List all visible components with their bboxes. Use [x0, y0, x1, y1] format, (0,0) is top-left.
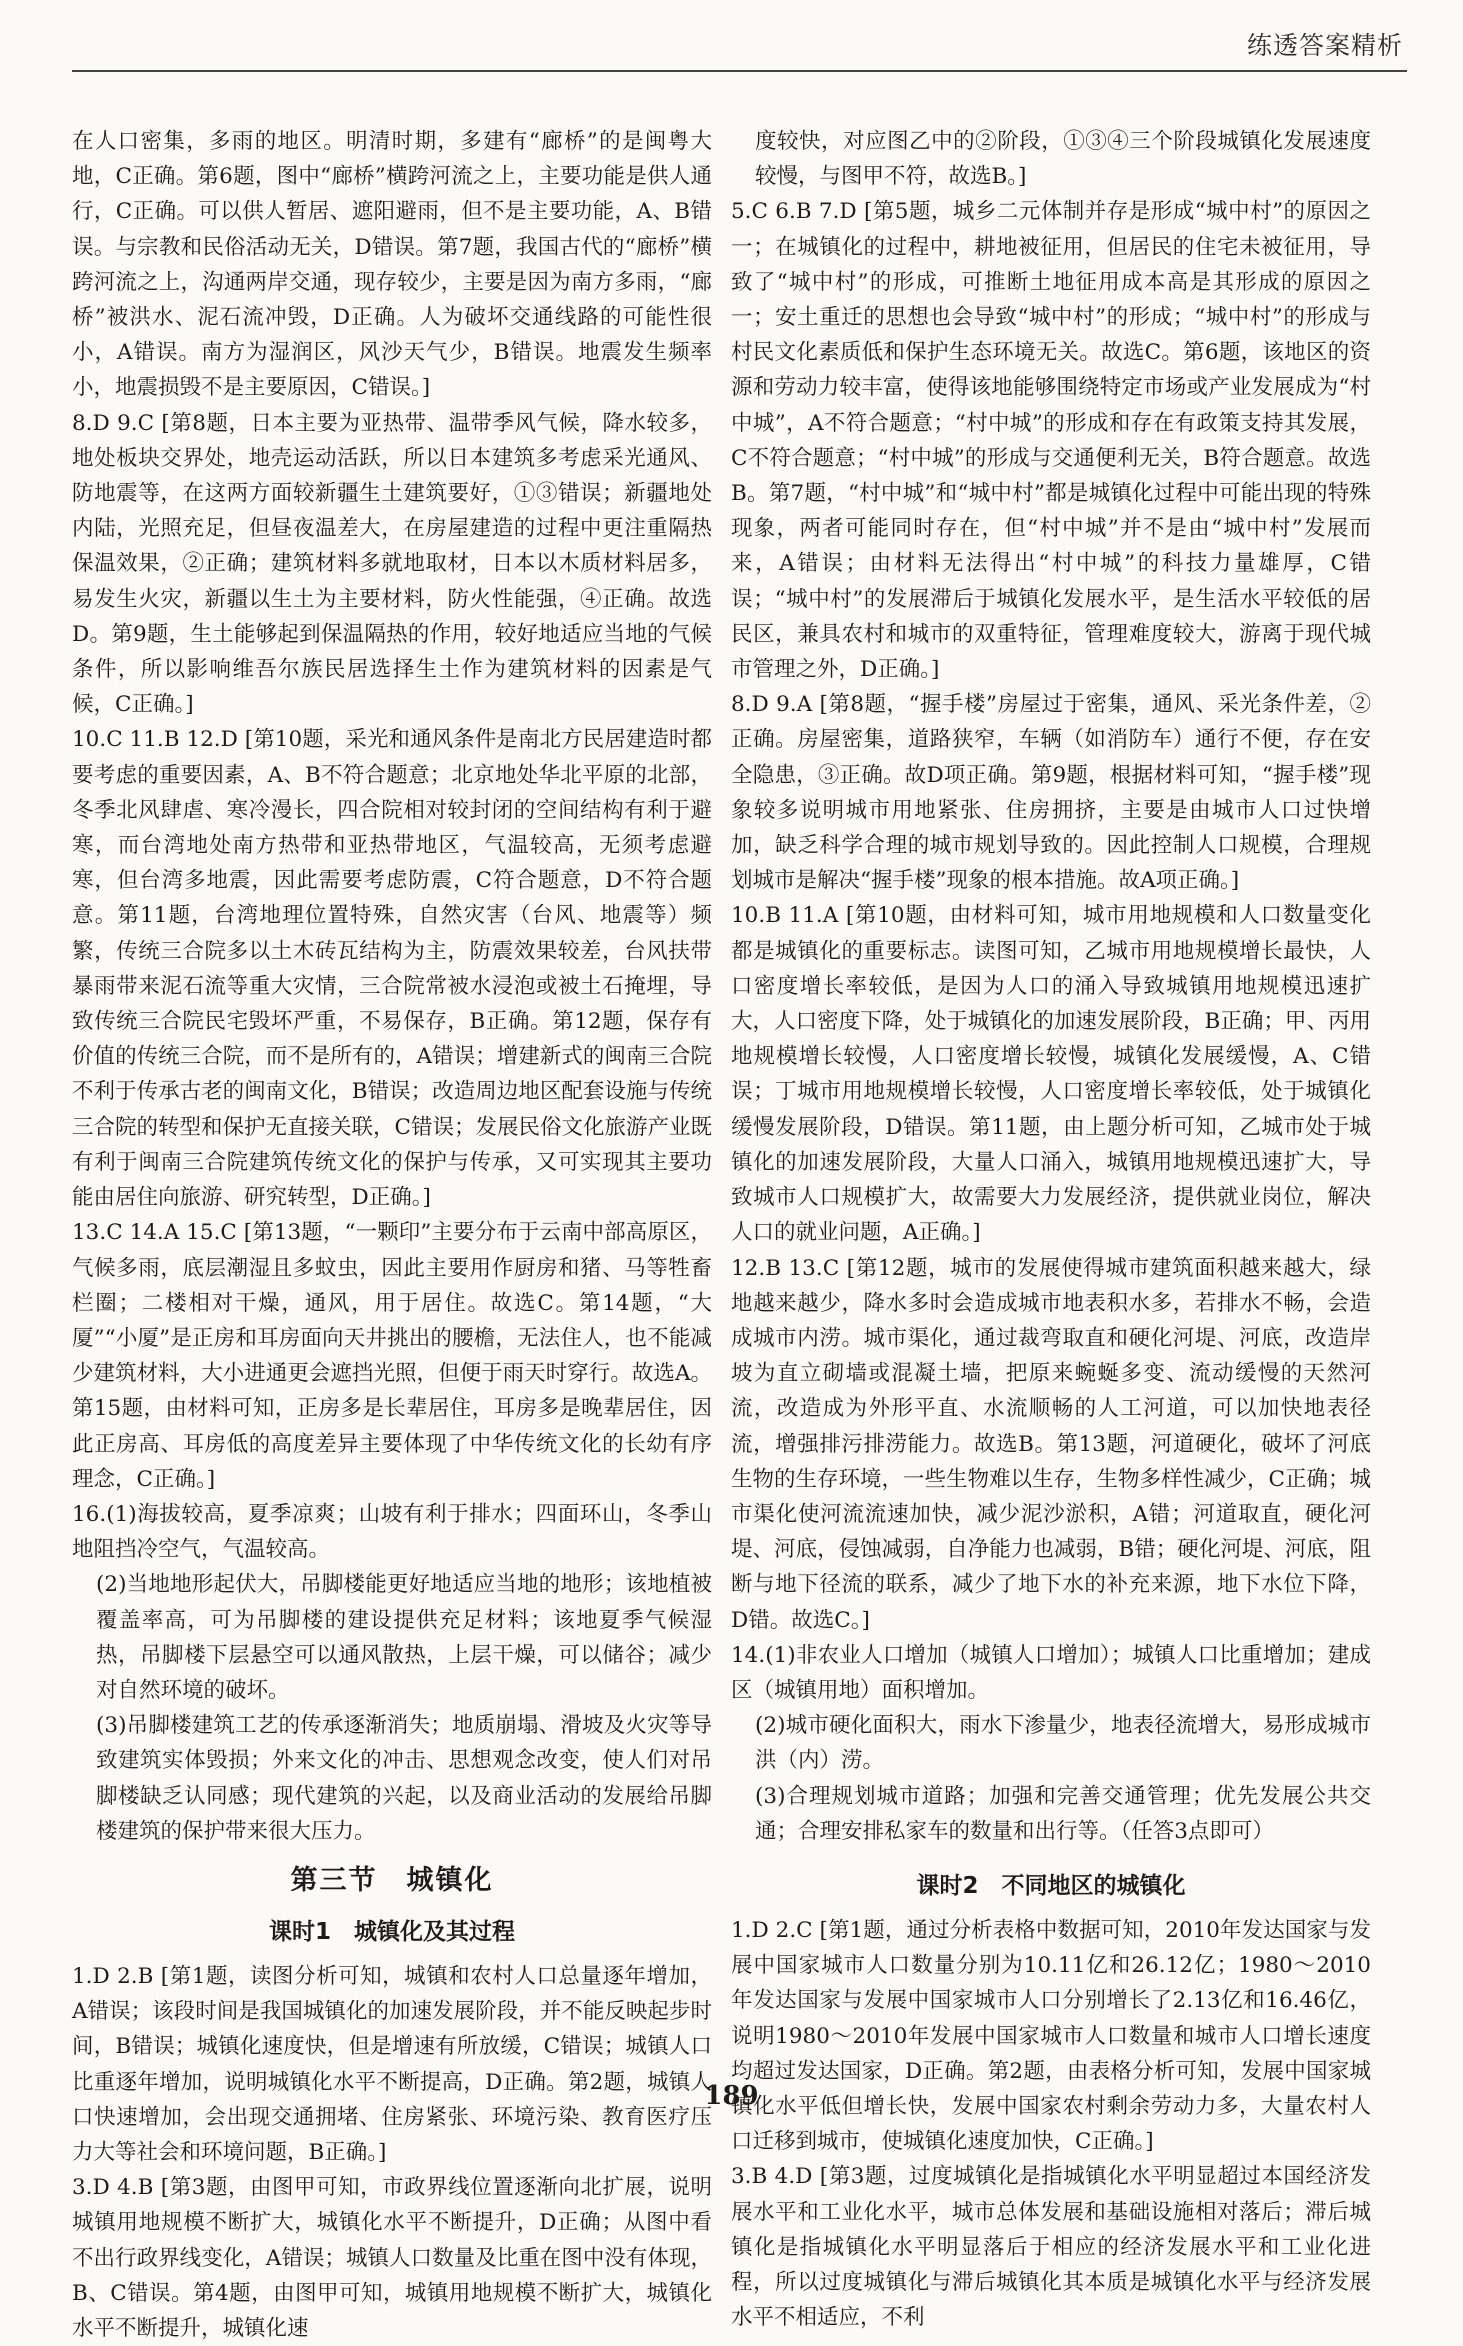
answer-key: 8.D 9.A — [731, 692, 813, 718]
explanation-part: (3)吊脚楼建筑工艺的传承逐渐消失；地质崩塌、滑坡及火灾等导致建筑实体毁损；外来文化的冲击、思想观念改变，使人们对吊脚楼缺乏认同感；现代建筑的兴起，以及商业活动的发展给吊脚楼建筑的保护带来很大压力。 — [96, 1713, 712, 1844]
explanation-part: (3)合理规划城市道路；加强和完善交通管理；优先发展公共交通；合理安排私家车的数量和出行等。（任答3点即可） — [755, 1783, 1371, 1844]
explanation: [第10题，由材料可知，城市用地规模和人口数量变化都是城镇化的重要标志。读图可知，乙城市用地规模增长最快，人口密度增长率较低，是因为人口的涌入导致城镇用地规模迅速扩大，人口密度下降，处于城镇化的加速发展阶段，B正确；甲、丙用地规模增长较慢，人口密度增长较慢，城镇化发展缓慢，A、C错误；丁城市用地规模增长较慢，人口密度增长率较低，处于城镇化缓慢发展阶段，D错误。第11题，由上题分析可知，乙城市处于城镇化的加速发展阶段，大量人口涌入，城镇用地规模迅速扩大，导致城市人口规模扩大，故需要大力发展经济，提供就业岗位，解决人口的就业问题，A正确。] — [731, 903, 1372, 1246]
explanation: [第8题，“握手楼”房屋过于密集，通风、采光条件差，②正确。房屋密集，道路狭窄，车辆（如消防车）通行不便，存在安全隐患，③正确。故D项正确。第9题，根据材料可知，“握手楼”现象较多说明城市用地紧张、住房拥挤，主要是由城市人口过快增加，缺乏科学合理的城市规划导致的。因此控制人口规模，合理规划城市是解决“握手楼”现象的根本措施。故A项正确。] — [731, 692, 1371, 894]
answer-key: 12.B 13.C — [731, 1255, 840, 1281]
lesson-title: 课时2 不同地区的城镇化 — [916, 1872, 1186, 1899]
explanation: [第3题，由图甲可知，市政界线位置逐渐向北扩展，说明城镇用地规模不断扩大，城镇化水平不断提升，D正确；从图中看不出行政界线变化，A错误；城镇人口数量及比重在图中没有体现，B、C错误。第4题，由图甲可知，城镇用地规模不断扩大，城镇化水平不断提升，城镇化速 — [72, 2175, 712, 2341]
page-number: 189 — [704, 2081, 759, 2111]
continued-text: 在人口密集，多雨的地区。明清时期，多建有“廊桥”的是闽粤大地，C正确。第6题，图中“廊桥”横跨河流之上，主要功能是供人通行，C正确。可以供人暂居、遮阳避雨，但不是主要功能，A、B错误。与宗教和民俗活动无关，D错误。第7题，我国古代的“廊桥”横跨河流之上，沟通两岸交通，现存较少，主要是因为南方多雨，“廊桥”被洪水、泥石流冲毁，D正确。人为破坏交通线路的可能性很小，A错误。南方为湿润区，风沙天气少，B错误。地震发生频率小，地震损毁不是主要原因，C错误。] — [72, 129, 712, 401]
lesson-title: 课时1 城镇化及其过程 — [268, 1918, 515, 1945]
answer-key: 1.D 2.B — [72, 1963, 154, 1989]
answer-key: 5.C 6.B 7.D — [731, 199, 857, 225]
explanation: (1)海拔较高，夏季凉爽；山坡有利于排水；四面环山，冬季山地阻挡冷空气，气温较高。 — [72, 1501, 712, 1563]
explanation: [第10题，采光和通风条件是南北方民居建造时都要考虑的重要因素，A、B不符合题意；北京地处华北平原的北部，冬季北风肆虐、寒冷漫长，四合院相对较封闭的空间结构有利于避寒，而台湾地处南方热带和亚热带地区，气温较高，无须考虑避寒，但台湾多地震，因此需要考虑防震，C符合题意，D不符合题意。第11题，台湾地理位置特殊，自然灾害（台风、地震等）频繁，传统三合院多以土木砖瓦结构为主，防震效果较差，台风扶带暴雨带来泥石流等重大灾情，三合院常被水浸泡或被土石掩埋，导致传统三合院民宅毁坏严重，不易保存，B正确。第12题，保存有价值的传统三合院，而不是所有的，A错误；增建新式的闽南三合院不利于传承古老的闽南文化，B错误；改造周边地区配套设施与传统三合院的转型和保护无直接关联，C错误；发展民俗文化旅游产业既有利于闽南三合院建筑传统文化的保护与传承，又可实现其主要功能由居住向旅游、研究转型，D正确。] — [72, 727, 712, 1211]
answer-item-8-9 — [731, 687, 1371, 898]
answer-item-16 — [72, 1497, 712, 1567]
answer-item-10-11 — [731, 898, 1371, 1250]
answer-key: 3.D 4.B — [72, 2175, 154, 2201]
answer-item-1-2 — [731, 1913, 1371, 2159]
explanation: [第1题，通过分析表格中数据可知，2010年发达国家与发展中国家城市人口数量分别为10.11亿和26.12亿；1980～2010年发达国家与发展中国家城市人口分别增长了2.13亿和16.46亿，说明1980～2010年发展中国家城市人口数量和城市人口增长速度均超过发达国家，D正确。第2题，由表格分析可知，发展中国家城镇化水平低但增长快，发展中国家农村剩余劳动力多，大量农村人口迁移到城市，使城镇化速度加快，C正确。] — [731, 1917, 1371, 2155]
answer-item-3-4 — [72, 2170, 712, 2346]
answer-key: 16. — [72, 1501, 107, 1527]
explanation: (1)非农业人口增加（城镇人口增加）；城镇人口比重增加；建成区（城镇用地）面积增加。 — [731, 1642, 1371, 1703]
answer-item-12-13 — [731, 1251, 1371, 1638]
answer-item-5-7 — [731, 194, 1371, 687]
answer-key: 10.B 11.A — [731, 903, 839, 929]
explanation: [第8题，日本主要为亚热带、温带季风气候，降水较多，地处板块交界处，地壳运动活跃，所以日本建筑多考虑采光通风、防地震等，在这两方面较新疆生土建筑要好，①③错误；新疆地处内陆，光照充足，但昼夜温差大，在房屋建造的过程中更注重隔热保温效果，②正确；建筑材料多就地取材，日本以木质材料居多，易发生火灾，新疆以生土为主要材料，防火性能强，④正确。故选D。第9题，生土能够起到保温隔热的作用，较好地适应当地的气候条件，所以影响维吾尔族民居选择生土作为建筑材料的因素是气候，C正确。] — [72, 410, 712, 718]
explanation: [第3题，过度城镇化是指城镇化水平明显超过本国经济发展水平和工业化水平，城市总体发展和基础设施相对落后；滞后城镇化是指城镇化水平明显落后于相应的经济发展水平和工业化进程，所以过度城镇化与滞后城镇化其本质是城镇化水平与经济发展水平不相适应，不利 — [731, 2164, 1371, 2331]
answer-item-14 — [731, 1638, 1371, 1708]
continued-text: 度较快，对应图乙中的②阶段，①③④三个阶段城镇化发展速度较慢，与图甲不符，故选B。] — [755, 129, 1371, 190]
explanation: [第1题，读图分析可知，城镇和农村人口总量逐年增加，A错误；该段时间是我国城镇化的加速发展阶段，并不能反映起步时间，B错误；城镇化速度快，但是增速有所放缓，C错误；城镇人口比重逐年增加，说明城镇化水平不断提高，D正确。第2题，城镇人口快速增加，会出现交通拥堵、住房紧张、环境污染、教育医疗压力大等社会和环境问题，B正确。] — [72, 1963, 712, 2165]
answer-key: 1.D 2.C — [731, 1917, 813, 1943]
explanation: [第5题，城乡二元体制并存是形成“城中村”的原因之一；在城镇化的过程中，耕地被征用，但居民的住宅未被征用，导致了“城中村”的形成，可推断土地征用成本高是其形成的原因之一；安土重迁的思想也会导致“城中村”的形成；“城中村”的形成与村民文化素质低和保护生态环境无关。故选C。第6题，该地区的资源和劳动力较丰富，使得该地能够围绕特定市场或产业发展成为“村中城”，A不符合题意；“村中城”的形成和存在有政策支持其发展，C不符合题意；“村中城”的形成与交通便利无关，B符合题意。故选B。第7题，“村中城”和“城中村”都是城镇化过程中可能出现的特殊现象，两者可能同时存在，但“村中城”并不是由“城中村”发展而来，A错误；由材料无法得出“村中城”的科技力量雄厚，C错误；“城中村”的发展滞后于城镇化发展水平，是生活水平较低的居民区，兼具农村和城市的双重特征，管理难度较大，游离于现代城市管理之外，D正确。] — [731, 199, 1371, 683]
answer-item-3-4 — [731, 2159, 1371, 2335]
running-header: 练透答案精析 — [1246, 31, 1403, 60]
header-divider — [72, 70, 1407, 72]
answer-key: 14. — [731, 1642, 766, 1668]
answer-key: 3.B 4.D — [731, 2164, 813, 2190]
section-title: 第三节 城镇化 — [290, 1864, 494, 1896]
left-column — [72, 124, 712, 2346]
answer-item-10-12 — [72, 722, 712, 1215]
explanation-part: (2)城市硬化面积大，雨水下渗量少，地表径流增大，易形成城市洪（内）涝。 — [755, 1713, 1371, 1774]
explanation: [第12题，城市的发展使得城市建筑面积越来越大，绿地越来越少，降水多时会造成城市地表积水多，若排水不畅，会造成城市内涝。城市渠化，通过裁弯取直和硬化河堤、河底，改造岸坡为直立砌墙或混凝土墙，把原来蜿蜒多变、流动缓慢的天然河流，改造成为外形平直、水流顺畅的人工河道，可以加快地表径流，增强排污排涝能力。故选B。第13题，河道硬化，破坏了河底生物的生存环境，一些生物难以生存，生物多样性减少，C正确；城市渠化使河流流速加快，减少泥沙淤积，A错；河道取直，硬化河堤、河底，侵蚀减弱，自净能力也减弱，B错；硬化河堤、河底，阻断与地下径流的联系，减少了地下水的补充来源，地下水位下降，D错。故选C。] — [731, 1255, 1372, 1633]
explanation: [第13题，“一颗印”主要分布于云南中部高原区，气候多雨，底层潮湿且多蚊虫，因此主要用作厨房和猪、马等牲畜栏圈；二楼相对干燥，通风，用于居住。故选C。第14题，“大厦”“小厦”是正房和耳房面向天井挑出的腰檐，无法住人，也不能减少建筑材料，大小进通更会遮挡光照，但便于雨天时穿行。故选A。第15题，由材料可知，正房多是长辈居住，耳房多是晚辈居住，因此正房高、耳房低的高度差异主要体现了中华传统文化的长幼有序理念，C正确。] — [72, 1220, 712, 1492]
answer-key: 10.C 11.B 12.D — [72, 727, 238, 753]
answer-item-1-2 — [72, 1959, 712, 2170]
answer-key: 13.C 14.A 15.C — [72, 1220, 237, 1246]
answer-item-8-9 — [72, 406, 712, 723]
answer-item-13-15 — [72, 1215, 712, 1497]
explanation-part: (2)当地地形起伏大，吊脚楼能更好地适应当地的地形；该地植被覆盖率高，可为吊脚楼的建设提供充足材料；该地夏季气候湿热，吊脚楼下层悬空可以通风散热，上层干燥，可以储谷；减少对自然环境的破坏。 — [96, 1572, 712, 1703]
right-column — [731, 124, 1371, 2335]
answer-key: 8.D 9.C — [72, 410, 155, 436]
